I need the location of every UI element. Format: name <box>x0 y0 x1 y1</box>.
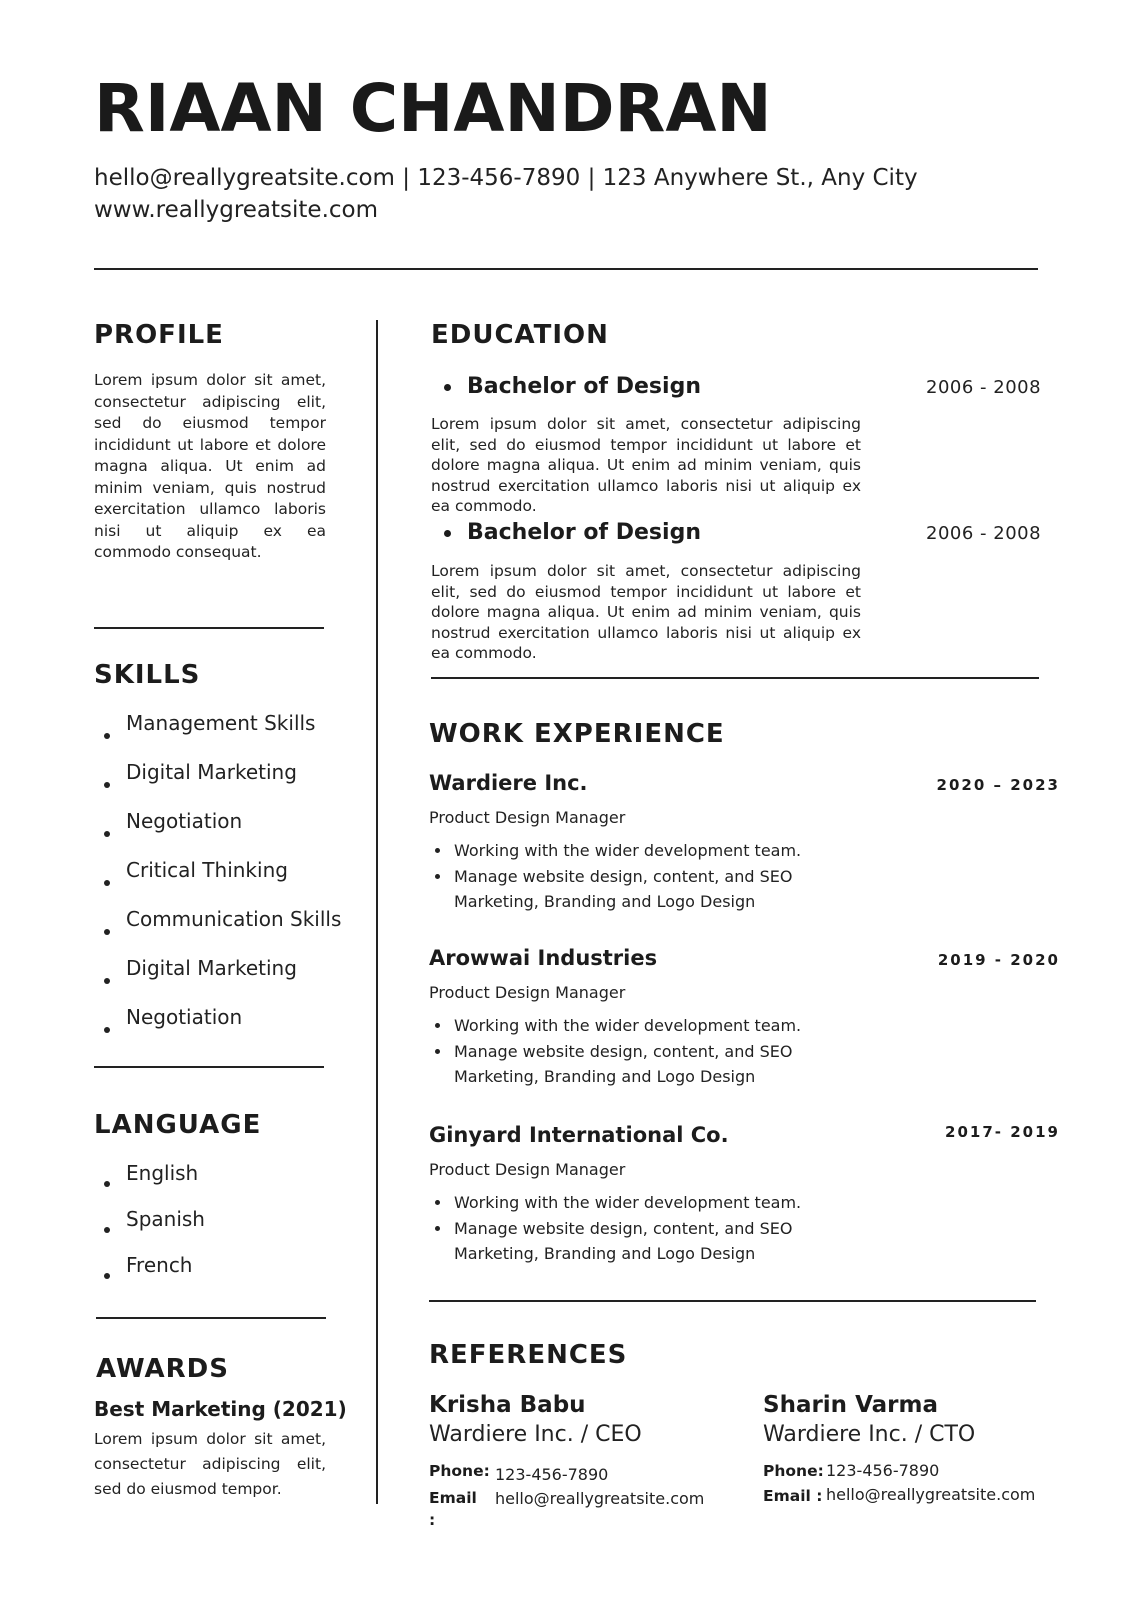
award-title: Best Marketing (2021) <box>94 1397 347 1421</box>
list-item: English <box>94 1161 374 1207</box>
job-years: 2017- 2019 <box>945 1123 1060 1141</box>
job-role: Product Design Manager <box>429 808 626 827</box>
profile-text: Lorem ipsum dolor sit amet, consectetur adipiscing elit, sed do eiusmod tempor incididunt ut labore et dolore magna aliqua. Ut enim ad minim veniam, quis nostrud exercitation ullamco laboris nisi ut aliquip ex ea commodo consequat. <box>94 371 326 561</box>
job-company: Arowwai Industries <box>429 946 658 970</box>
reference-email-label: Email : <box>429 1489 477 1529</box>
header-divider <box>94 268 1038 270</box>
job-duties <box>429 1190 869 1267</box>
skills-list <box>94 711 374 1054</box>
profile-title: PROFILE <box>94 320 224 350</box>
education-degree: Bachelor of Design <box>431 374 701 399</box>
column-divider <box>376 320 378 1504</box>
list-item: Manage website design, content, and SEO Marketing, Branding and Logo Design <box>429 864 869 915</box>
education-degree: Bachelor of Design <box>431 520 701 545</box>
awards-title: AWARDS <box>96 1354 229 1384</box>
list-item: Management Skills <box>94 711 374 760</box>
reference-email-label: Email : <box>763 1487 823 1505</box>
reference-email: hello@reallygreatsite.com <box>826 1485 1036 1504</box>
list-item: Working with the wider development team. <box>429 1013 869 1039</box>
reference-email: hello@reallygreatsite.com <box>495 1489 705 1508</box>
work-experience-title: WORK EXPERIENCE <box>429 719 725 749</box>
education-title: EDUCATION <box>431 320 609 350</box>
reference-phone: 123-456-7890 <box>826 1461 940 1480</box>
job-company: Wardiere Inc. <box>429 771 588 795</box>
contact-line: hello@reallygreatsite.com | 123-456-7890 | 123 Anywhere St., Any City <box>94 165 918 191</box>
list-item: Communication Skills <box>94 907 374 956</box>
education-description: Lorem ipsum dolor sit amet, consectetur adipiscing elit, sed do eiusmod tempor incididunt ut labore et dolore magna aliqua. Ut enim ad minim veniam, quis nostrud exercitation ullamco laboris nisi ut aliquip ex ea commodo. <box>431 562 861 662</box>
list-item: Spanish <box>94 1207 374 1253</box>
list-item: Working with the wider development team. <box>429 838 869 864</box>
list-item: Manage website design, content, and SEO Marketing, Branding and Logo Design <box>429 1039 869 1090</box>
language-title: LANGUAGE <box>94 1110 262 1140</box>
list-item: Digital Marketing <box>94 956 374 1005</box>
language-list <box>94 1161 374 1299</box>
reference-role: Wardiere Inc. / CEO <box>429 1422 642 1447</box>
reference-phone: 123-456-7890 <box>495 1465 609 1484</box>
education-divider <box>431 677 1039 679</box>
list-item: Manage website design, content, and SEO Marketing, Branding and Logo Design <box>429 1216 869 1267</box>
list-item: Negotiation <box>94 809 374 858</box>
education-description: Lorem ipsum dolor sit amet, consectetur adipiscing elit, sed do eiusmod tempor incididunt ut labore et dolore magna aliqua. Ut enim ad minim veniam, quis nostrud exercitation ullamco laboris nisi ut aliquip ex ea commodo. <box>431 415 861 515</box>
work-divider <box>429 1300 1036 1302</box>
skills-title: SKILLS <box>94 660 201 690</box>
reference-phone-label: Phone: <box>429 1462 490 1480</box>
job-duties <box>429 1013 869 1090</box>
list-item: Digital Marketing <box>94 760 374 809</box>
job-years: 2020 – 2023 <box>936 776 1060 794</box>
profile-divider <box>94 627 324 629</box>
job-role: Product Design Manager <box>429 1160 626 1179</box>
job-role: Product Design Manager <box>429 983 626 1002</box>
list-item: Working with the wider development team. <box>429 1190 869 1216</box>
job-duties <box>429 838 869 915</box>
reference-name: Krisha Babu <box>429 1392 586 1418</box>
skills-divider <box>94 1066 324 1068</box>
reference-name: Sharin Varma <box>763 1392 938 1418</box>
references-title: REFERENCES <box>429 1340 628 1370</box>
reference-phone-label: Phone: <box>763 1462 824 1480</box>
website: www.reallygreatsite.com <box>94 197 379 223</box>
reference-role: Wardiere Inc. / CTO <box>763 1422 976 1447</box>
list-item: Critical Thinking <box>94 858 374 907</box>
contact-info <box>94 162 918 226</box>
candidate-name: RIAAN CHANDRAN <box>94 70 772 147</box>
award-text: Lorem ipsum dolor sit amet, consectetur adipiscing elit, sed do eiusmod tempor. <box>94 1430 326 1498</box>
education-years: 2006 - 2008 <box>926 377 1042 398</box>
list-item: Negotiation <box>94 1005 374 1054</box>
language-divider <box>96 1317 326 1319</box>
job-company: Ginyard International Co. <box>429 1123 729 1147</box>
education-years: 2006 - 2008 <box>926 523 1042 544</box>
job-years: 2019 - 2020 <box>937 951 1060 969</box>
list-item: French <box>94 1253 374 1299</box>
